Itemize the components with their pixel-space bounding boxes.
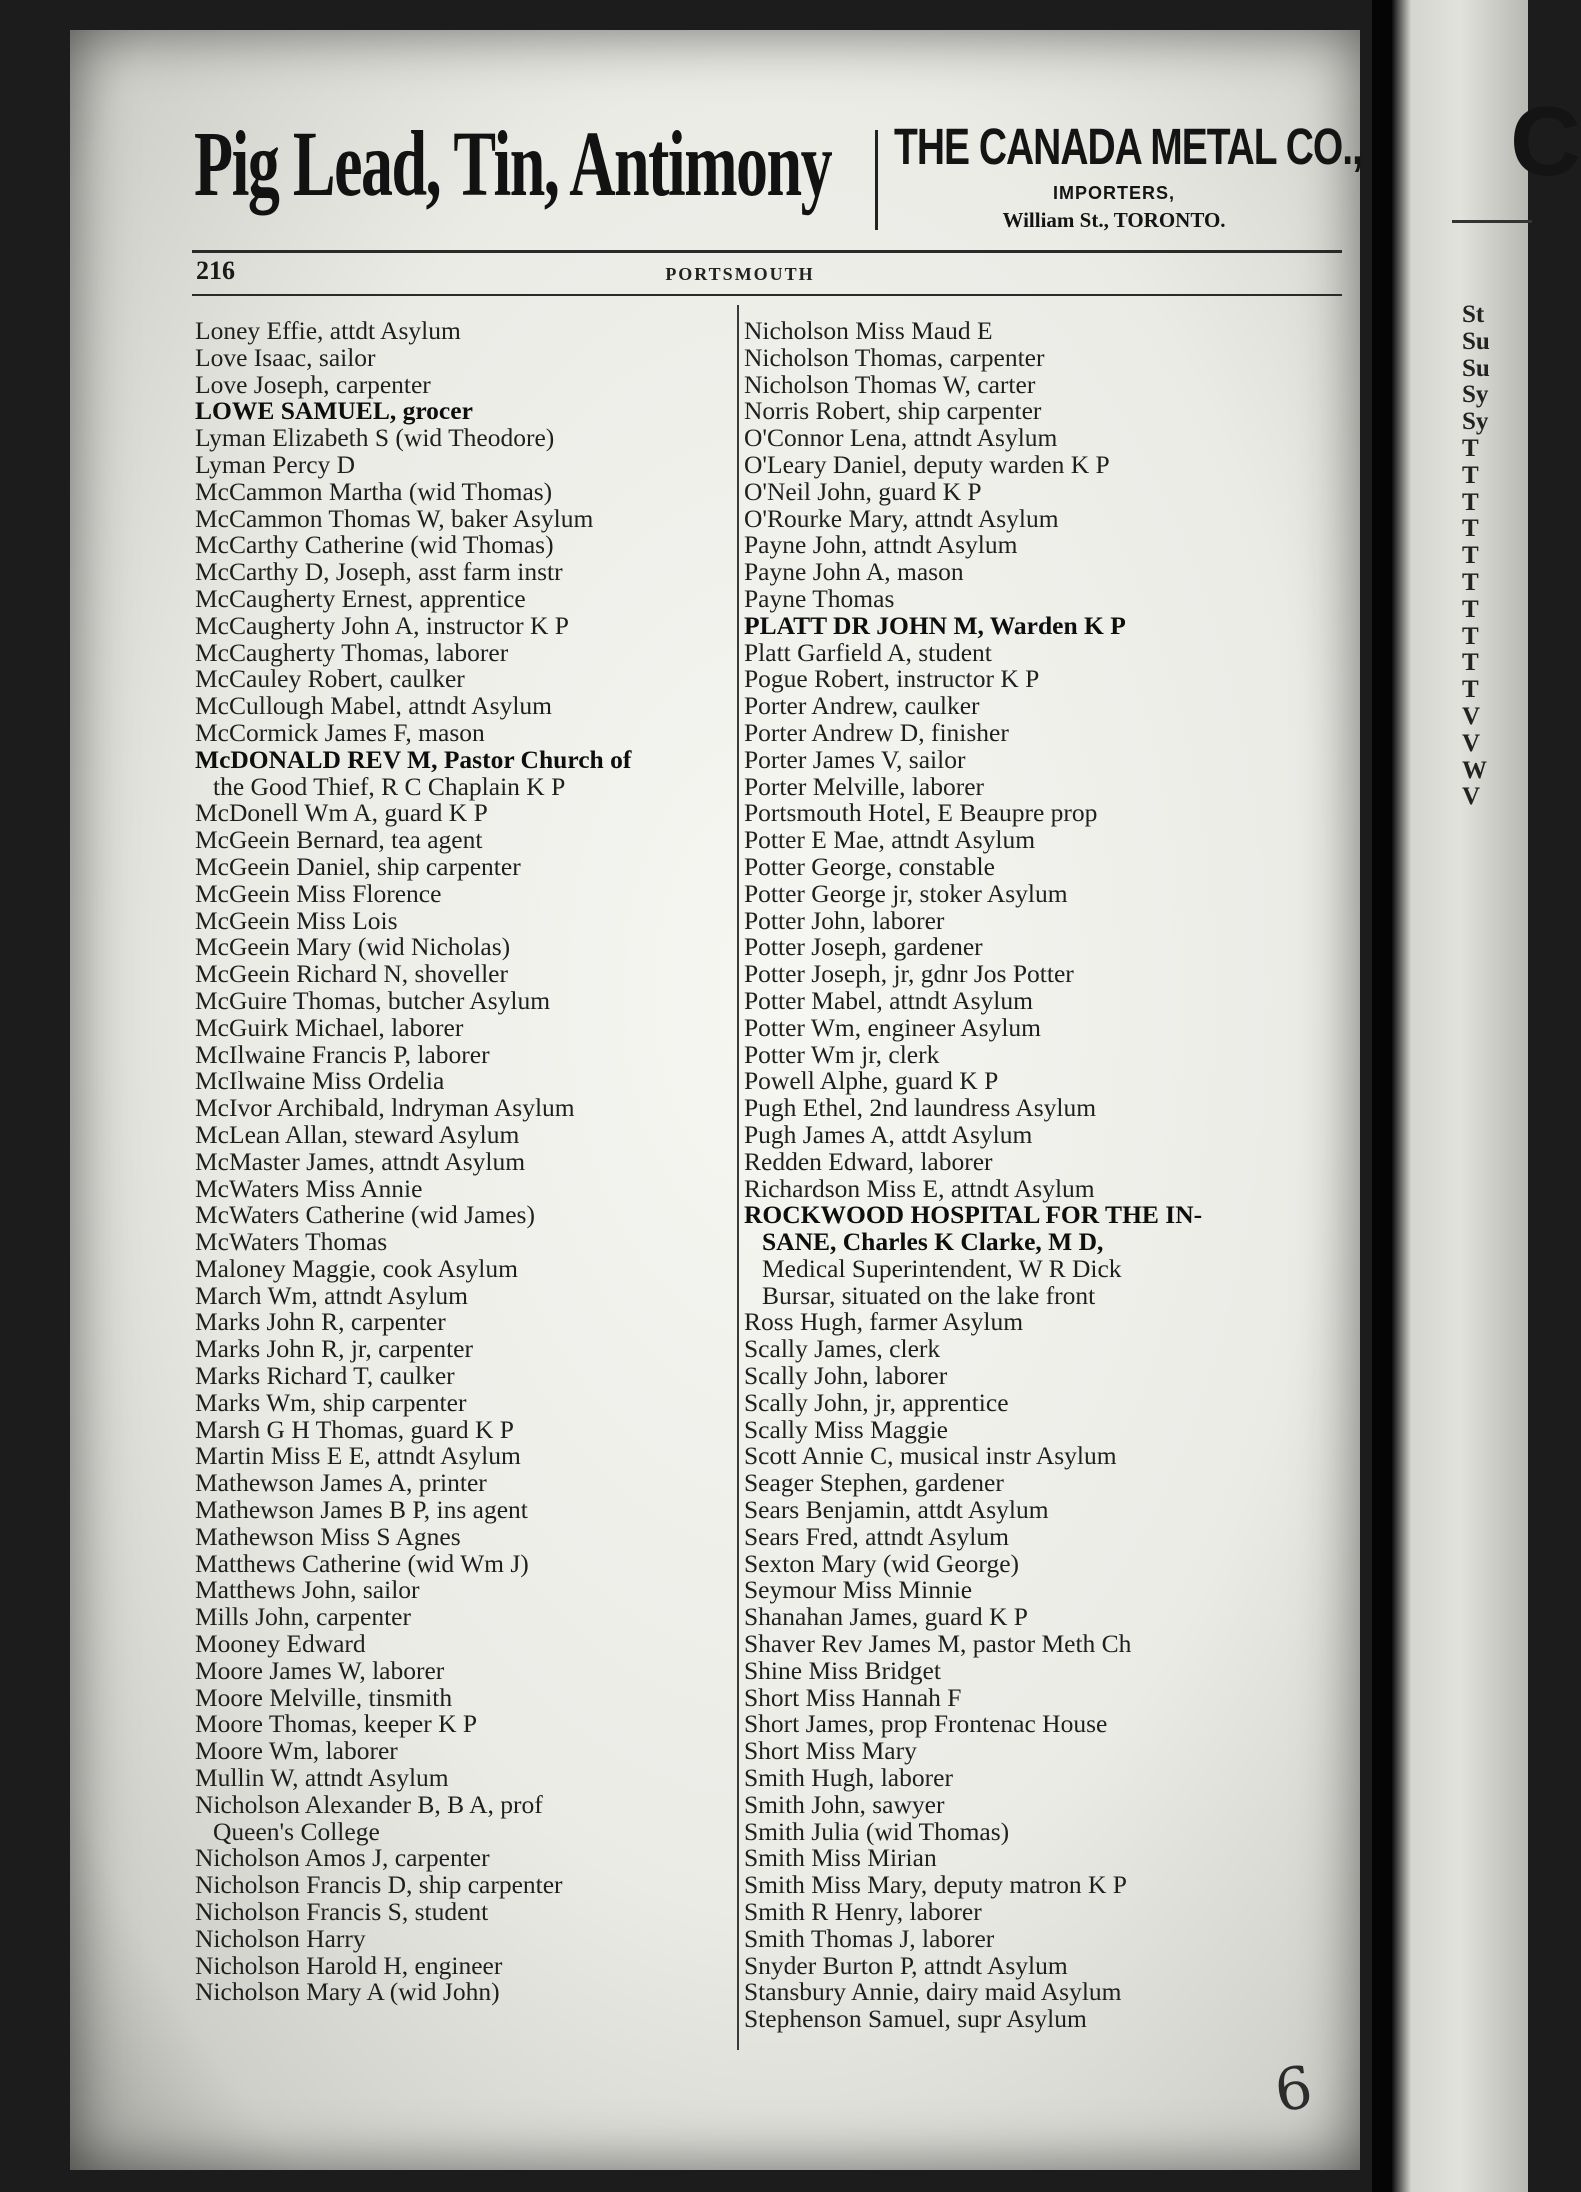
book-spine — [1372, 0, 1392, 2192]
directory-entry: Lyman Percy D — [195, 449, 356, 479]
right-column — [744, 318, 1344, 2033]
ad-divider — [875, 130, 878, 230]
directory-entry: McGuire Thomas, butcher Asylum — [195, 985, 551, 1015]
directory-entry: Powell Alphe, guard K P — [744, 1066, 999, 1096]
directory-entry: Snyder Burton P, attndt Asylum — [744, 1950, 1068, 1980]
directory-entry: Moore Thomas, keeper K P — [195, 1709, 478, 1739]
directory-entry: Smith Julia (wid Thomas) — [744, 1816, 1010, 1846]
directory-entry: Sexton Mary (wid George) — [744, 1548, 1020, 1578]
directory-entry: PLATT DR JOHN M, Warden K P — [744, 610, 1126, 640]
running-head: PORTSMOUTH — [665, 264, 815, 284]
directory-entry: Potter Joseph, jr, gdnr Jos Potter — [744, 959, 1074, 989]
directory-entry: Nicholson Thomas, carpenter — [744, 342, 1045, 372]
adjacent-entry-fragment: T — [1462, 595, 1479, 623]
directory-entry: Pugh James A, attdt Asylum — [744, 1119, 1033, 1149]
directory-entry: Short James, prop Frontenac House — [744, 1709, 1108, 1739]
directory-entry: SANE, Charles K Clarke, M D, — [762, 1227, 1104, 1257]
directory-entry: McCaugherty Thomas, laborer — [195, 637, 509, 667]
directory-entry: Shanahan James, guard K P — [744, 1602, 1028, 1632]
directory-entry: Queen's College — [213, 1816, 380, 1846]
directory-entry: Payne John, attndt Asylum — [744, 530, 1018, 560]
directory-entry: McGeein Bernard, tea agent — [195, 825, 483, 855]
directory-entry: Payne John A, mason — [744, 557, 964, 587]
directory-entry: the Good Thief, R C Chaplain K P — [213, 771, 566, 801]
directory-entry: McCammon Thomas W, baker Asylum — [195, 503, 594, 533]
directory-entry: Mooney Edward — [195, 1629, 366, 1659]
directory-entry: Martin Miss E E, attndt Asylum — [195, 1441, 521, 1471]
directory-entry: LOWE SAMUEL, grocer — [195, 396, 473, 426]
directory-entry: Mathewson Miss S Agnes — [195, 1521, 461, 1551]
directory-entry: Nicholson Francis S, student — [195, 1897, 489, 1927]
directory-entry: McCaugherty Ernest, apprentice — [195, 583, 526, 613]
directory-entry: Scally John, laborer — [744, 1361, 948, 1391]
adjacent-entry-fragment: T — [1462, 568, 1479, 596]
directory-entry: McDONALD REV M, Pastor Church of — [195, 744, 632, 774]
directory-entry: Mills John, carpenter — [195, 1602, 411, 1632]
directory-entry: Short Miss Mary — [744, 1736, 917, 1766]
directory-entry: Potter George jr, stoker Asylum — [744, 878, 1068, 908]
directory-entry: McWaters Catherine (wid James) — [195, 1200, 535, 1230]
directory-entry: McGeein Miss Florence — [195, 878, 442, 908]
directory-entry: Sears Benjamin, attdt Asylum — [744, 1495, 1049, 1525]
directory-entry: Lyman Elizabeth S (wid Theodore) — [195, 423, 555, 453]
directory-entry: Moore James W, laborer — [195, 1655, 445, 1685]
directory-entry: McCammon Martha (wid Thomas) — [195, 476, 553, 506]
adjacent-entry-fragment: T — [1462, 434, 1479, 462]
directory-entry: Mathewson James A, printer — [195, 1468, 487, 1498]
adjacent-entry-fragment: T — [1462, 542, 1479, 570]
directory-entry: McCarthy D, Joseph, asst farm instr — [195, 557, 563, 587]
directory-entry: McGuirk Michael, laborer — [195, 1012, 464, 1042]
directory-entry: Smith Thomas J, laborer — [744, 1923, 995, 1953]
directory-entry: Nicholson Harry — [195, 1923, 366, 1953]
adjacent-entry-fragment: T — [1462, 676, 1479, 704]
adjacent-entry-fragment: Su — [1462, 354, 1490, 382]
directory-entry: Nicholson Thomas W, carter — [744, 369, 1036, 399]
directory-entry: McCaugherty John A, instructor K P — [195, 610, 569, 640]
directory-entry: Stephenson Samuel, supr Asylum — [744, 2004, 1087, 2034]
adjacent-entry-fragment: V — [1462, 783, 1481, 811]
directory-entry: McDonell Wm A, guard K P — [195, 798, 488, 828]
adjacent-entry-fragment: T — [1462, 622, 1479, 650]
directory-entry: Potter John, laborer — [744, 905, 945, 935]
directory-entry: McCauley Robert, caulker — [195, 664, 465, 694]
directory-entry: Marks Richard T, caulker — [195, 1361, 455, 1391]
advertisement-banner — [70, 90, 1360, 240]
directory-entry: McWaters Thomas — [195, 1227, 388, 1257]
directory-entry: Nicholson Mary A (wid John) — [195, 1977, 500, 2007]
directory-entry: ROCKWOOD HOSPITAL FOR THE IN- — [744, 1200, 1203, 1230]
directory-entry: Love Joseph, carpenter — [195, 369, 431, 399]
directory-entry: Nicholson Alexander B, B A, prof — [195, 1789, 543, 1819]
directory-entry: McLean Allan, steward Asylum — [195, 1119, 520, 1149]
adjacent-entry-fragment: Sy — [1462, 408, 1489, 436]
directory-entry: McGeein Richard N, shoveller — [195, 959, 508, 989]
directory-entry: Scally James, clerk — [744, 1334, 941, 1364]
adjacent-entry-fragment: V — [1462, 729, 1481, 757]
header-rule — [192, 250, 1342, 253]
directory-entry: Marks Wm, ship carpenter — [195, 1387, 467, 1417]
directory-entry: March Wm, attndt Asylum — [195, 1280, 468, 1310]
ad-headline: Pig Lead, Tin, Antimony — [194, 112, 832, 216]
directory-page — [70, 30, 1360, 2170]
directory-entry: Potter Wm, engineer Asylum — [744, 1012, 1041, 1042]
directory-entry: Ross Hugh, farmer Asylum — [744, 1307, 1024, 1337]
directory-entry: Scally Miss Maggie — [744, 1414, 948, 1444]
directory-entry: McGeein Daniel, ship carpenter — [195, 851, 521, 881]
directory-entry: Norris Robert, ship carpenter — [744, 396, 1042, 426]
directory-entry: Scott Annie C, musical instr Asylum — [744, 1441, 1117, 1471]
adjacent-entry-fragment: T — [1462, 461, 1479, 489]
directory-entry: McMaster James, attndt Asylum — [195, 1146, 526, 1176]
directory-entry: McCarthy Catherine (wid Thomas) — [195, 530, 554, 560]
directory-entry: O'Connor Lena, attndt Asylum — [744, 423, 1058, 453]
ad-company-block — [894, 119, 1362, 233]
directory-entry: Bursar, situated on the lake front — [762, 1280, 1096, 1310]
directory-entry: Sears Fred, attndt Asylum — [744, 1521, 1009, 1551]
adjacent-entry-fragment: Su — [1462, 327, 1490, 355]
directory-entry: Payne Thomas — [744, 583, 895, 613]
directory-entry: McGeein Mary (wid Nicholas) — [195, 932, 511, 962]
directory-entry: McWaters Miss Annie — [195, 1173, 423, 1203]
left-column — [195, 318, 730, 2006]
adjacent-entry-fragment: T — [1462, 488, 1479, 516]
directory-entry: Mullin W, attndt Asylum — [195, 1763, 449, 1793]
directory-entry: Seager Stephen, gardener — [744, 1468, 1004, 1498]
directory-entry: McIvor Archibald, lndryman Asylum — [195, 1093, 575, 1123]
directory-entry: Pugh Ethel, 2nd laundress Asylum — [744, 1093, 1097, 1123]
directory-entry: Nicholson Miss Maud E — [744, 316, 993, 345]
directory-entry: Smith Hugh, laborer — [744, 1763, 953, 1793]
directory-entry: Love Isaac, sailor — [195, 342, 376, 372]
directory-entry: Maloney Maggie, cook Asylum — [195, 1253, 518, 1283]
adjacent-entry-fragment: W — [1462, 756, 1487, 784]
directory-entry: Nicholson Amos J, carpenter — [195, 1843, 490, 1873]
page-number: 216 — [196, 256, 235, 285]
adjacent-entry-fragment: St — [1462, 301, 1485, 328]
directory-entry: Smith Miss Mirian — [744, 1843, 937, 1873]
directory-entry: Porter Andrew, caulker — [744, 691, 980, 721]
ad-company-name: THE CANADA METAL CO., — [894, 119, 1362, 176]
adjacent-entry-fragments — [1462, 302, 1532, 811]
directory-entry: Richardson Miss E, attndt Asylum — [744, 1173, 1095, 1203]
directory-entry: Potter Mabel, attndt Asylum — [744, 985, 1033, 1015]
directory-entry: O'Leary Daniel, deputy warden K P — [744, 449, 1110, 479]
directory-entry: O'Neil John, guard K P — [744, 476, 982, 506]
adjacent-header-letter: C — [1510, 86, 1581, 196]
directory-entry: Porter James V, sailor — [744, 744, 966, 774]
ad-importers: IMPORTERS, — [1052, 183, 1175, 203]
directory-entry: Smith R Henry, laborer — [744, 1897, 982, 1927]
directory-entry: Scally John, jr, apprentice — [744, 1387, 1009, 1417]
directory-entry: Platt Garfield A, student — [744, 637, 992, 667]
directory-entry: Short Miss Hannah F — [744, 1682, 962, 1712]
directory-entry: Potter E Mae, attndt Asylum — [744, 825, 1036, 855]
directory-entry: McIlwaine Miss Ordelia — [195, 1066, 445, 1096]
directory-entry: Porter Andrew D, finisher — [744, 717, 1009, 747]
directory-entry: Smith Miss Mary, deputy matron K P — [744, 1870, 1127, 1900]
adjacent-entry-fragment: T — [1462, 515, 1479, 543]
adjacent-entry-fragment: V — [1462, 702, 1481, 730]
directory-entry: McCullough Mabel, attndt Asylum — [195, 691, 552, 721]
column-divider — [737, 305, 739, 2050]
ad-address: William St., TORONTO. — [1002, 208, 1226, 232]
directory-entry: Nicholson Harold H, engineer — [195, 1950, 503, 1980]
directory-entry: Marks John R, jr, carpenter — [195, 1334, 473, 1364]
directory-entry: McIlwaine Francis P, laborer — [195, 1039, 490, 1069]
directory-entry: McCormick James F, mason — [195, 717, 485, 747]
directory-entry: Loney Effie, attdt Asylum — [195, 316, 461, 345]
directory-entry: Moore Melville, tinsmith — [195, 1682, 453, 1712]
directory-entry: Medical Superintendent, W R Dick — [762, 1253, 1122, 1283]
adjacent-rule — [1452, 220, 1532, 223]
directory-entry: Mathewson James B P, ins agent — [195, 1495, 528, 1525]
directory-entry: Potter George, constable — [744, 851, 995, 881]
directory-entry: O'Rourke Mary, attndt Asylum — [744, 503, 1059, 533]
directory-entry: Seymour Miss Minnie — [744, 1575, 973, 1605]
handwritten-mark: 6 — [1270, 2052, 1317, 2126]
directory-entry: Matthews Catherine (wid Wm J) — [195, 1548, 529, 1578]
adjacent-entry-fragment: Sy — [1462, 381, 1489, 409]
directory-entry: Stansbury Annie, dairy maid Asylum — [744, 1977, 1122, 2007]
directory-entry: Marsh G H Thomas, guard K P — [195, 1414, 514, 1444]
directory-entry: Smith John, sawyer — [744, 1789, 945, 1819]
directory-entry: Marks John R, carpenter — [195, 1307, 446, 1337]
directory-entry: Nicholson Francis D, ship carpenter — [195, 1870, 563, 1900]
directory-entry: Potter Joseph, gardener — [744, 932, 983, 962]
subheader-rule — [192, 294, 1342, 296]
directory-entry: Pogue Robert, instructor K P — [744, 664, 1040, 694]
directory-entry: Porter Melville, laborer — [744, 771, 985, 801]
directory-entry: Redden Edward, laborer — [744, 1146, 993, 1176]
directory-entry: Portsmouth Hotel, E Beaupre prop — [744, 798, 1098, 828]
directory-entry: Shine Miss Bridget — [744, 1655, 941, 1685]
directory-entry: Potter Wm jr, clerk — [744, 1039, 940, 1069]
directory-entry: Matthews John, sailor — [195, 1575, 420, 1605]
directory-entry: Moore Wm, laborer — [195, 1736, 398, 1766]
adjacent-entry-fragment: T — [1462, 649, 1479, 677]
adjacent-page-edge — [1392, 0, 1581, 2192]
directory-entry: Shaver Rev James M, pastor Meth Ch — [744, 1629, 1132, 1659]
directory-entry: McGeein Miss Lois — [195, 905, 398, 935]
